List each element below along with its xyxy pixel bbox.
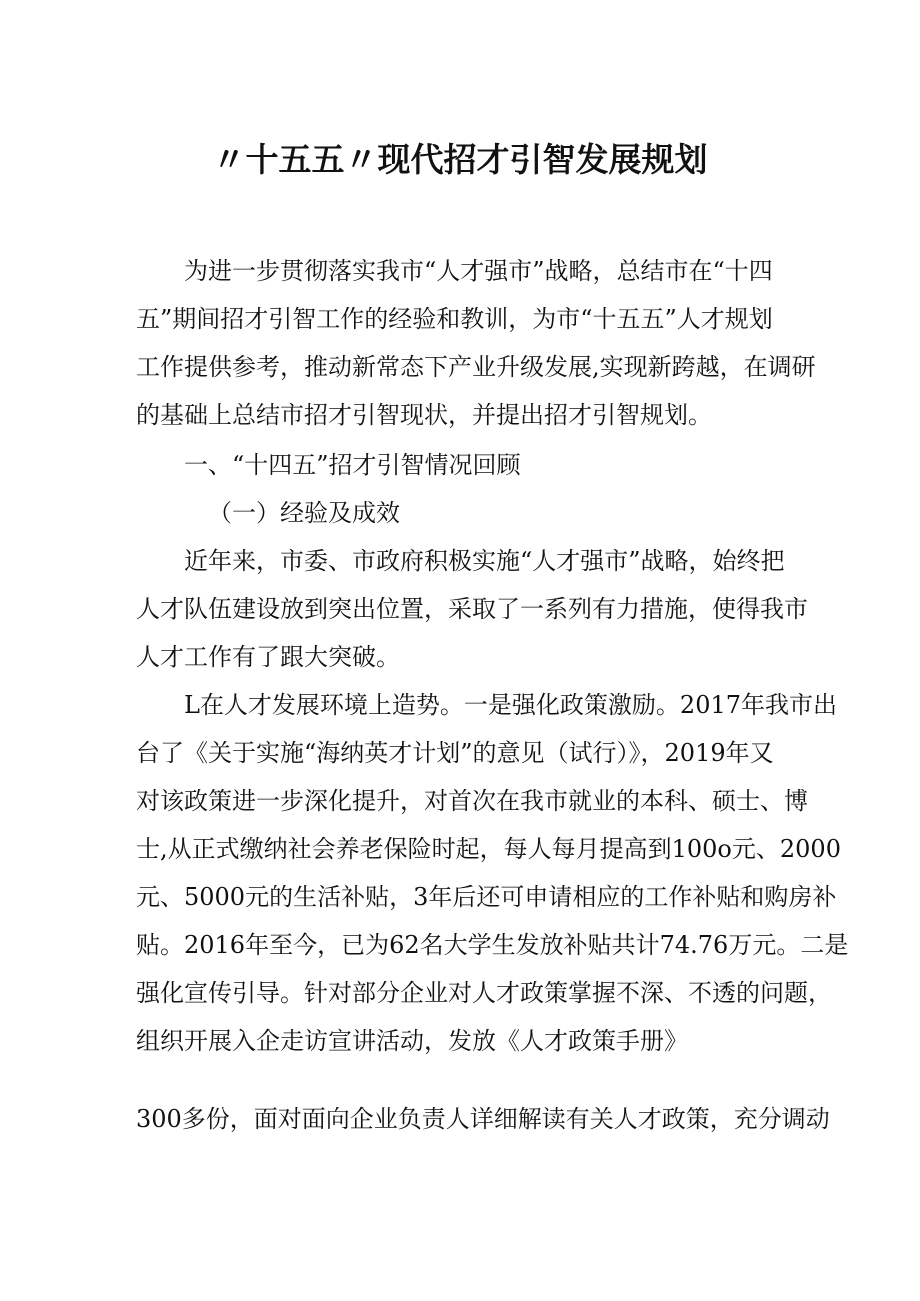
intro-paragraph [136, 247, 816, 439]
text-line: 五”期间招才引智工作的经验和教训，为市“十五五”人才规划 [136, 305, 773, 333]
text-line: 组织开展入企走访宣讲活动，发放《人才政策手册》 [136, 1027, 688, 1055]
subsection-heading-block [136, 489, 796, 537]
text-line: 贴。2016年至今，已为62名大学生发放补贴共计74.76万元。二是 [136, 931, 849, 959]
text-line: 的基础上总结市招才引智现状，并提出招才引智规划。 [136, 401, 712, 429]
text-line: 近年来，市委、市政府积极实施“人才强市”战略，始终把 [184, 547, 785, 575]
text-line: 工作提供参考，推动新常态下产业升级发展,实现新跨越，在调研 [136, 353, 816, 381]
text-line: 台了《关于实施“海纳英才计划”的意见（试行）》，2019年又 [136, 739, 774, 767]
recent-years-paragraph [136, 537, 808, 681]
text-line: 人才工作有了跟大突破。 [136, 643, 400, 671]
document-title: 〃十五五〃现代招才引智发展规划 [212, 140, 708, 179]
text-line: 为进一步贯彻落实我市“人才强市”战略，总结市在“十四 [184, 257, 773, 285]
continued-paragraph [136, 1095, 830, 1143]
section-heading-block [136, 441, 796, 489]
text-line: 元、5000元的生活补贴，3年后还可申请相应的工作补贴和购房补 [136, 883, 837, 911]
text-line: L在人才发展环境上造势。一是强化政策激励。2017年我市出 [184, 691, 838, 719]
environment-paragraph [136, 681, 849, 1065]
text-line: 300多份，面对面向企业负责人详细解读有关人才政策，充分调动 [136, 1105, 830, 1133]
text-line: 士,从正式缴纳社会养老保险时起，每人每月提高到100o元、2000 [136, 835, 841, 863]
text-line: 人才队伍建设放到突出位置，采取了一系列有力措施，使得我市 [136, 595, 808, 623]
text-line: 强化宣传引导。针对部分企业对人才政策掌握不深、不透的问题， [136, 979, 832, 1007]
subsection-heading: （一）经验及成效 [208, 499, 400, 527]
text-line: 对该政策进一步深化提升，对首次在我市就业的本科、硕士、博 [136, 787, 808, 815]
section-heading: 一、“十四五”招才引智情况回顾 [184, 451, 521, 479]
